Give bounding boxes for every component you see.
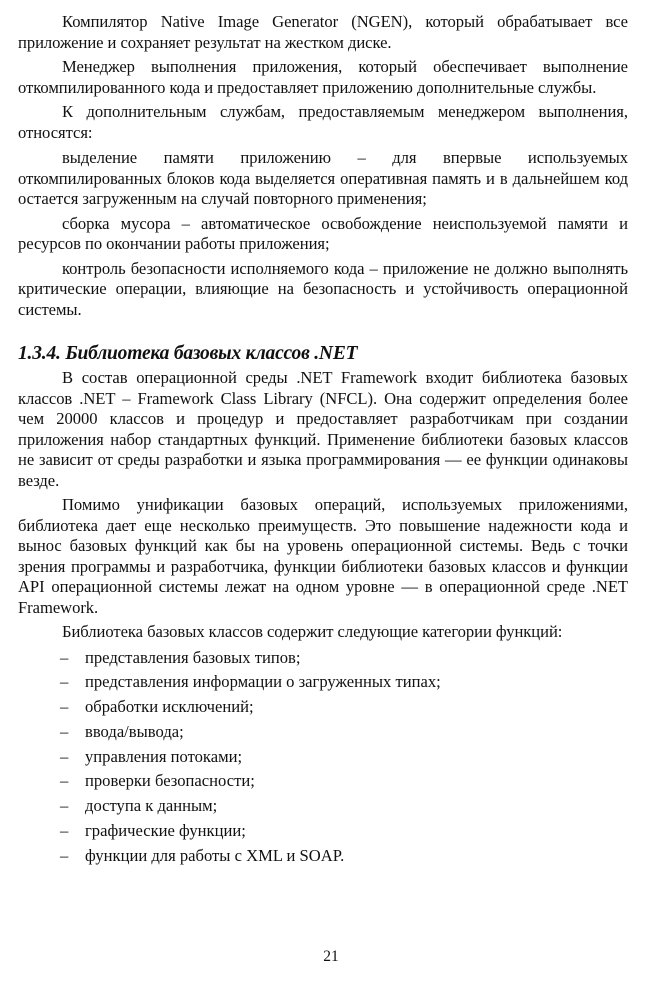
list-item: – доступа к данным; <box>60 796 218 816</box>
list-item: – управления потоками; <box>60 746 243 766</box>
list-item: – представления базовых типов; <box>60 647 301 667</box>
paragraph-nfcl-intro: В состав операционной среды .NET Framework входит библиотека базовых классов .NET – Framework Class Library (NFCL). Она содержит определения более чем 20000 классов и процедур и предоставляет разработчикам при создании приложения набор стандартных функций. Применение библиотеки базовых классов не зависит от среды разработки и языка программирования — ее функции одинаковы везде. <box>18 368 628 490</box>
list-dash: – <box>60 746 69 766</box>
list-dash: – <box>60 845 69 865</box>
list-item: – функции для работы с XML и SOAP. <box>60 845 345 865</box>
section-heading: 1.3.4. Библиотека базовых классов .NET <box>18 343 358 364</box>
function-categories-list <box>18 648 628 866</box>
paragraph-memory-allocation: выделение памяти приложению – для впервые используемых откомпилированных блоков кода выделяется оперативная память и в дальнейшем код остается загруженным на случай повторного применения; <box>18 148 628 208</box>
list-item: – представления информации о загруженных типах; <box>60 672 441 692</box>
paragraph-nfcl-advantages: Помимо унификации базовых операций, используемых приложениями, библиотека дает еще несколько преимуществ. Это повышение надежности кода и вынос базовых функций как бы на уровень операционной системы. Ведь с точки зрения программы и разработчика, функции библиотеки базовых классов и функции API операционной системы лежат на одном уровне — в операционной среде .NET Framework. <box>18 495 628 617</box>
paragraph-ngen: Компилятор Native Image Generator (NGEN), который обрабатывает все приложение и сохраняет результат на жестком диске. <box>18 12 628 52</box>
list-dash: – <box>60 796 69 816</box>
list-item: – проверки безопасности; <box>60 771 255 791</box>
list-dash: – <box>60 721 69 741</box>
list-dash: – <box>60 771 69 791</box>
paragraph-runtime-manager: Менеджер выполнения приложения, который обеспечивает выполнение откомпилированного кода и предоставляет приложению дополнительные службы. <box>18 57 628 97</box>
list-dash: – <box>60 672 69 692</box>
list-item: – обработки исключений; <box>60 697 254 717</box>
paragraph-categories-intro: Библиотека базовых классов содержит следующие категории функций: <box>62 622 563 641</box>
list-item: – ввода/вывода; <box>60 721 184 741</box>
page-number: 21 <box>323 948 339 965</box>
list-item: – графические функции; <box>60 821 246 841</box>
list-dash: – <box>60 821 69 841</box>
document-page <box>18 12 628 866</box>
list-dash: – <box>60 697 69 717</box>
paragraph-security-control: контроль безопасности исполняемого кода – приложение не должно выполнять критические операции, влияющие на безопасность и устойчивость операционной системы. <box>18 258 628 319</box>
paragraph-garbage-collection: сборка мусора – автоматическое освобождение неиспользуемой памяти и ресурсов по окончании работы приложения; <box>18 213 628 253</box>
paragraph-services-intro: К дополнительным службам, предоставляемым менеджером выполнения, относятся: <box>18 102 628 142</box>
list-dash: – <box>60 647 69 667</box>
